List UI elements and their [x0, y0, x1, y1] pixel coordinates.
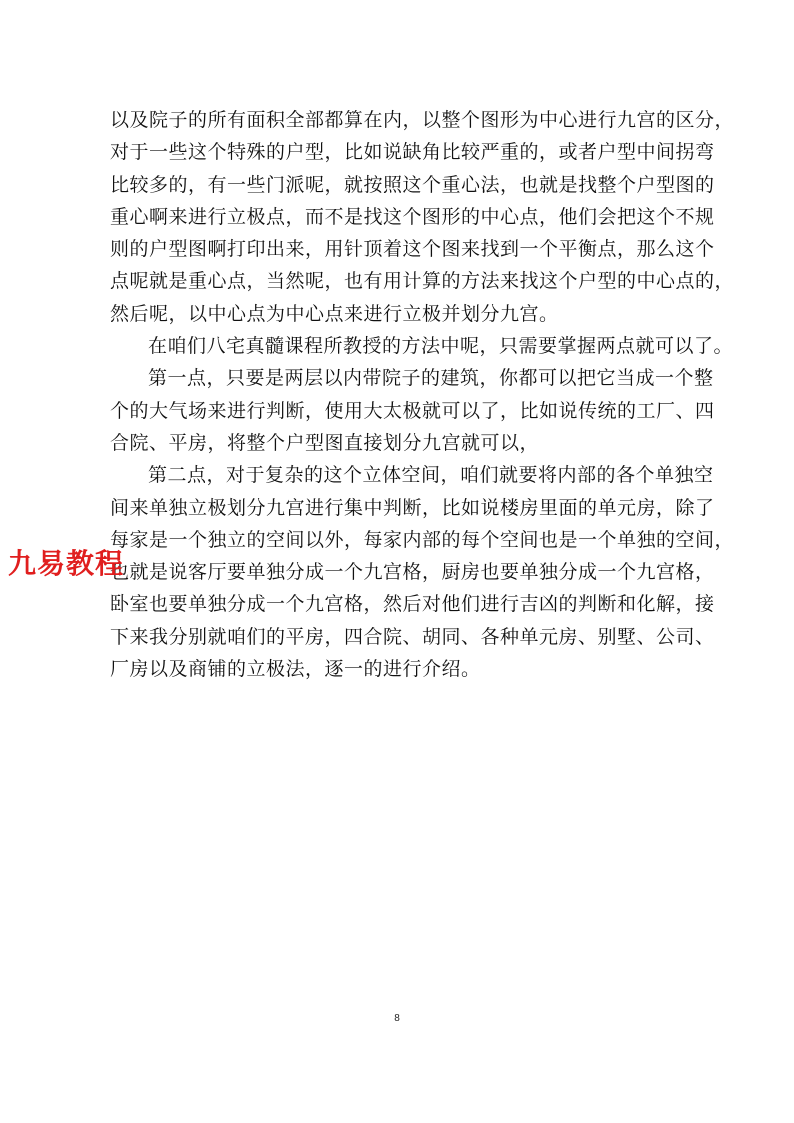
text-line: 比较多的，有一些门派呢，就按照这个重心法，也就是找整个户型图的 [110, 173, 715, 196]
text-line: 点呢就是重心点，当然呢，也有用计算的方法来找这个户型的中心点的， [110, 270, 735, 293]
text-line: 间来单独立极划分九宫进行集中判断，比如说楼房里面的单元房，除了 [110, 496, 715, 519]
text-line: 以及院子的所有面积全部都算在内，以整个图形为中心进行九宫的区分， [110, 109, 735, 131]
text-line: 对于一些这个特殊的户型，比如说缺角比较严重的，或者户型中间拐弯 [110, 141, 715, 164]
text-line: 下来我分别就咱们的平房，四合院、胡同、各种单元房、别墅、公司、 [110, 625, 715, 648]
text-line: 个的大气场来进行判断，使用大太极就可以了，比如说传统的工厂、四 [110, 399, 715, 422]
text-line: 合院、平房，将整个户型图直接划分九宫就可以， [110, 431, 540, 454]
text-line: 第一点，只要是两层以内带院子的建筑，你都可以把它当成一个整 [148, 367, 714, 390]
text-line: 每家是一个独立的空间以外，每家内部的每个空间也是一个单独的空间， [110, 528, 735, 551]
text-line: 在咱们八宅真髓课程所教授的方法中呢，只需要掌握两点就可以了。 [148, 335, 734, 358]
text-line: 也就是说客厅要单独分成一个九宫格，厨房也要单独分成一个九宫格， [110, 561, 715, 584]
text-line: 则的户型图啊打印出来，用针顶着这个图来找到一个平衡点，那么这个 [110, 238, 715, 261]
text-line: 然后呢，以中心点为中心点来进行立极并划分九宫。 [110, 302, 559, 325]
text-line: 重心啊来进行立极点，而不是找这个图形的中心点，他们会把这个不规 [110, 205, 715, 228]
page-number: 8 [394, 1013, 400, 1024]
text-line: 厂房以及商铺的立极法，逐一的进行介绍。 [110, 658, 481, 681]
document-body [110, 104, 735, 685]
text-line: 第二点，对于复杂的这个立体空间，咱们就要将内部的各个单独空 [148, 464, 714, 487]
text-line: 卧室也要单独分成一个九宫格，然后对他们进行吉凶的判断和化解，接 [110, 593, 715, 616]
watermark: 九易教程 [8, 547, 125, 580]
